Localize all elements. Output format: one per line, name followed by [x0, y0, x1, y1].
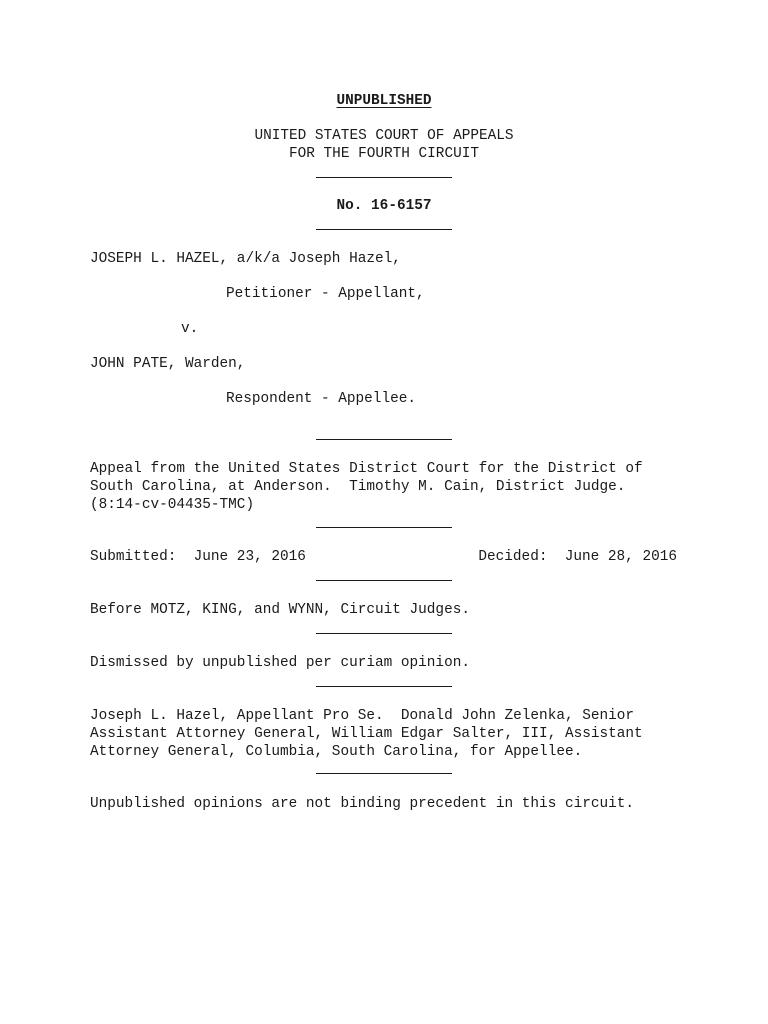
divider — [316, 527, 452, 528]
submitted-date: Submitted: June 23, 2016 — [90, 549, 306, 565]
petitioner-role: Petitioner - Appellant, — [226, 286, 425, 302]
precedent-notice: Unpublished opinions are not binding precedent in this circuit. — [90, 796, 635, 812]
divider — [316, 580, 452, 581]
court-name-line2: FOR THE FOURTH CIRCUIT — [289, 146, 479, 162]
versus: v. — [181, 321, 199, 337]
appeal-line2: South Carolina, at Anderson. Timothy M. Cain, District Judge. — [90, 479, 626, 495]
court-name-line1: UNITED STATES COURT OF APPEALS — [254, 128, 514, 144]
respondent-role: Respondent - Appellee. — [226, 391, 416, 407]
counsel-line2: Assistant Attorney General, William Edgar Salter, III, Assistant — [90, 726, 643, 742]
disposition: Dismissed by unpublished per curiam opinion. — [90, 655, 470, 671]
respondent-name: JOHN PATE, Warden, — [90, 356, 246, 372]
divider — [316, 177, 452, 178]
panel-judges: Before MOTZ, KING, and WYNN, Circuit Judges. — [90, 602, 470, 618]
counsel-line3: Attorney General, Columbia, South Carolina, for Appellee. — [90, 744, 583, 760]
decided-date: Decided: June 28, 2016 — [478, 549, 677, 565]
divider — [316, 686, 452, 687]
appeal-line3: (8:14-cv-04435-TMC) — [90, 497, 255, 513]
appeal-line1: Appeal from the United States District Court for the District of — [90, 461, 643, 477]
case-number: No. 16-6157 — [336, 198, 432, 214]
counsel-line1: Joseph L. Hazel, Appellant Pro Se. Donald John Zelenka, Senior — [90, 708, 635, 724]
divider — [316, 229, 452, 230]
divider — [316, 633, 452, 634]
unpublished-heading: UNPUBLISHED — [336, 93, 432, 109]
divider — [316, 439, 452, 440]
divider — [316, 773, 452, 774]
petitioner-name: JOSEPH L. HAZEL, a/k/a Joseph Hazel, — [90, 251, 401, 267]
